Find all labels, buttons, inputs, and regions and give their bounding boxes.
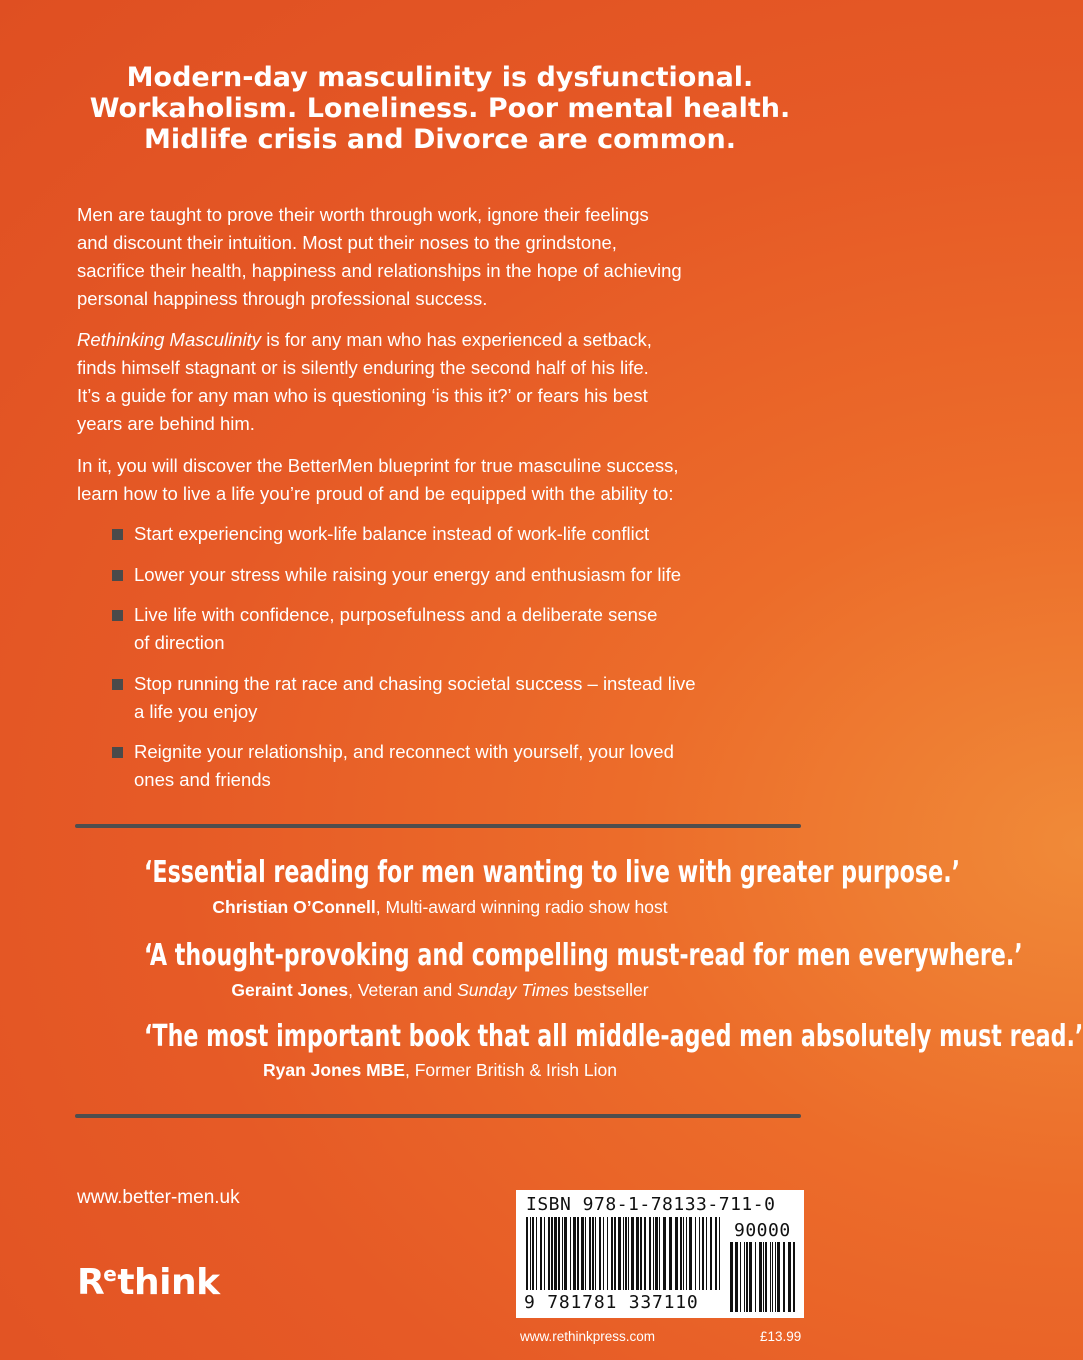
quote-author: Ryan Jones MBE <box>263 1060 405 1080</box>
quote-author-role: , Veteran and <box>348 980 458 1000</box>
list-item-text: Reignite your relationship, and reconnect with yourself, your loved <box>134 741 674 762</box>
quote-author-role: bestseller <box>568 980 649 1000</box>
bullet-square-icon <box>112 570 123 581</box>
quote-author-role: Sunday Times <box>457 980 569 1000</box>
list-item-text: Live life with confidence, purposefulness and a deliberate sense <box>134 604 658 625</box>
description-line: years are behind him. <box>77 413 255 434</box>
publisher-logo: $R^ethink$ <box>77 1262 220 1303</box>
intro-line: sacrifice their health, happiness and relationships in the hope of achieving <box>77 260 682 281</box>
list-item-text: of direction <box>134 632 225 653</box>
quote-text: ‘The most important book that all middle-aged men absolutely must read.’ <box>144 1019 1083 1054</box>
discover-line: In it, you will discover the BetterMen blueprint for true masculine success, <box>77 455 679 476</box>
bullet-square-icon <box>112 610 123 621</box>
barcode <box>516 1190 804 1318</box>
headline-line: Midlife crisis and Divorce are common. <box>144 124 736 155</box>
list-item-text: Stop running the rat race and chasing societal success – instead live <box>134 673 696 694</box>
bullet-square-icon <box>112 679 123 690</box>
price: £13.99 <box>760 1329 802 1344</box>
intro-line: Men are taught to prove their worth through work, ignore their feelings <box>77 204 649 225</box>
list-item-text: Lower your stress while raising your energy and enthusiasm for life <box>134 564 682 585</box>
quote-author: Christian O’Connell <box>212 897 376 917</box>
description-paragraph <box>77 326 807 438</box>
quote-author: Geraint Jones <box>231 980 349 1000</box>
intro-line: and discount their intuition. Most put their noses to the grindstone, <box>77 232 617 253</box>
quote-attribution <box>40 979 840 1001</box>
book-title: Rethinking Masculinity <box>77 329 262 350</box>
description-line <box>77 326 807 354</box>
quote-attribution <box>40 1059 840 1081</box>
website-link[interactable]: www.better-men.uk <box>77 1187 240 1208</box>
publisher-url[interactable]: www.rethinkpress.com <box>520 1329 656 1344</box>
ean-digits: 9 781781 337110 <box>524 1292 699 1313</box>
quote-attribution <box>40 896 840 918</box>
divider <box>75 824 801 828</box>
description-line: It’s a guide for any man who is questioning ‘is this it?’ or fears his best <box>77 385 648 406</box>
addon-digits: 90000 <box>734 1220 791 1241</box>
list-item-text: Start experiencing work-life balance instead of work-life conflict <box>134 523 650 544</box>
intro-line: personal happiness through professional success. <box>77 288 488 309</box>
isbn-label: ISBN 978-1-78133-711-0 <box>526 1194 776 1215</box>
discover-paragraph <box>77 452 807 508</box>
intro-paragraph <box>77 201 807 313</box>
quote-text: ‘Essential reading for men wanting to live with greater purpose.’ <box>144 855 961 890</box>
quote-author-role: , Multi-award winning radio show host <box>375 897 668 917</box>
headline-line: Modern-day masculinity is dysfunctional. <box>126 62 754 93</box>
description-text: is for any man who has experienced a setback, <box>261 329 652 350</box>
discover-line: learn how to live a life you’re proud of and be equipped with the ability to: <box>77 483 674 504</box>
headline-line: Workaholism. Loneliness. Poor mental health. <box>89 93 791 124</box>
bullet-square-icon <box>112 747 123 758</box>
divider <box>75 1114 801 1118</box>
list-item-text: a life you enjoy <box>134 701 258 722</box>
bullet-square-icon <box>112 529 123 540</box>
quote-author-role: , Former British & Irish Lion <box>404 1060 617 1080</box>
headline <box>60 62 820 155</box>
quote-text: ‘A thought-provoking and compelling must-read for men everywhere.’ <box>144 938 1023 973</box>
description-line: finds himself stagnant or is silently enduring the second half of his life. <box>77 357 649 378</box>
list-item-text: ones and friends <box>134 769 271 790</box>
